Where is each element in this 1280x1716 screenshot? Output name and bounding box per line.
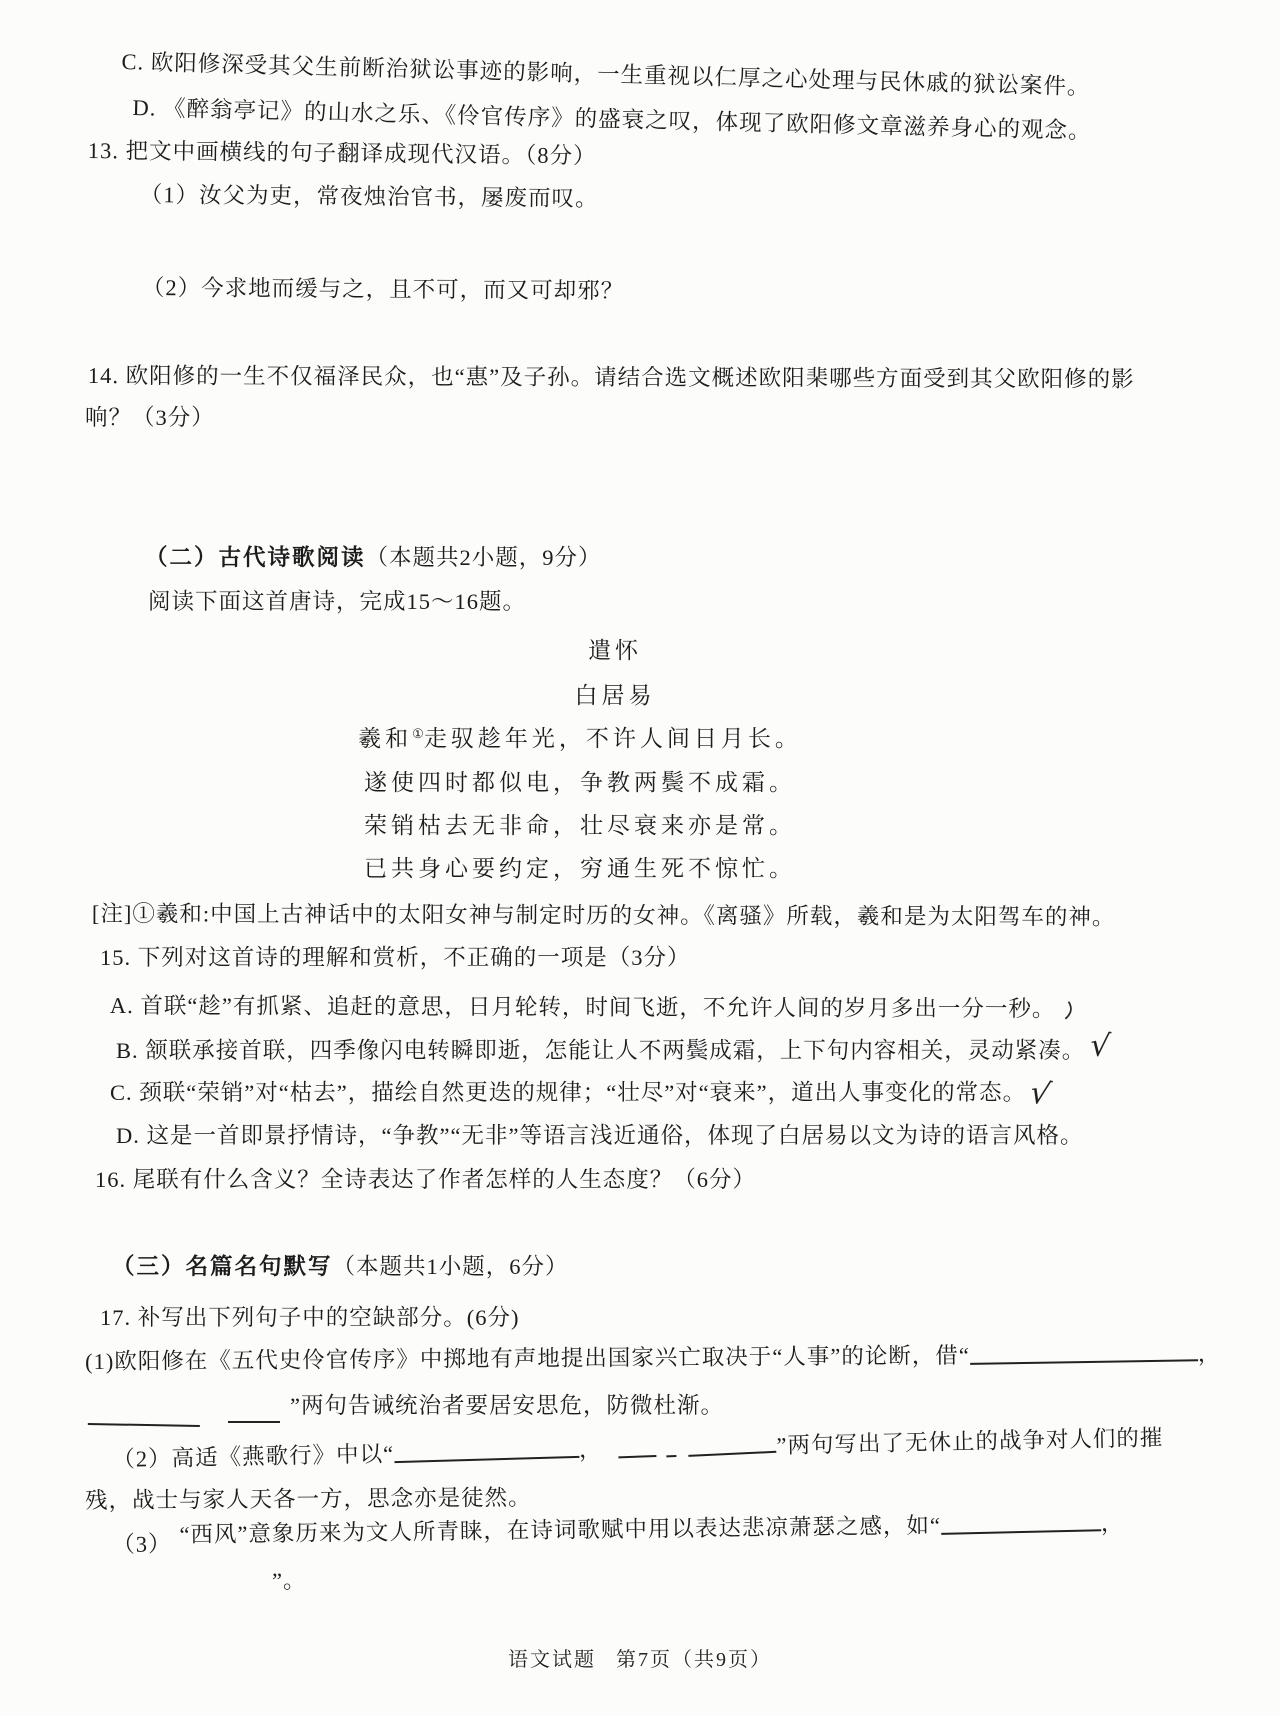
q17-part1-line-2 [88,1388,724,1420]
q16-stem-line: 16. 尾联有什么含义？全诗表达了作者怎样的人生态度？（6分） [95,1167,757,1192]
section3-title-suffix: （本题共1小题，6分） [332,1254,569,1279]
poem-note-line: [注]①羲和:中国上古神话中的太阳女神与制定时历的女神。《离骚》所载，羲和是为太阳驾车的神。 [91,901,1116,930]
q17-part1-after-text: ”两句告诫统治者要居安思危，防微杜渐。 [290,1393,724,1418]
section2-intro-line: 阅读下面这首唐诗，完成15～16题。 [148,589,527,614]
q17-part1-text: (1)欧阳修在《五代史伶官传序》中掷地有声地提出国家兴亡取决于“人事”的论断，借“ [85,1342,970,1374]
q15-option-a-text: A. 首联“趁”有抓紧、追赶的意思，日月轮转，时间飞逝，不允许人间的岁月多出一分一秒。 [109,993,1056,1022]
poem-line-2: 遂使四时都似电，争教两鬓不成霜。 [364,770,796,795]
pen-tick-icon [1063,1000,1075,1020]
q17-stem-line: 17. 补写出下列句子中的空缺部分。(6分) [100,1305,520,1330]
poem-line-1-tail: 走驭趁年光，不许人间日月长。 [423,726,802,751]
q17-part2-line-2: 残，战士与家人天各一方，思念亦是徒然。 [85,1484,532,1513]
poem-line-1 [0,720,1160,753]
prev-option-d-line: D. 《醉翁亭记》的山水之乐、《伶官传序》的盛衰之叹，体现了欧阳修文章滋养身心的观念。 [132,94,1092,144]
poem-line-3: 荣销枯去无非命，壮尽衰来亦是常。 [364,813,796,838]
q17-part3-line-2: ”。 [272,1568,307,1593]
footer-page-info: 第7页（共9页） [616,1649,772,1671]
q13-stem-line: 13. 把文中画横线的句子翻译成现代汉语。（8分） [87,137,597,169]
answer-blank [88,1407,200,1427]
poem-line-1-head: 羲和 [358,726,413,751]
page-footer [0,1643,1280,1672]
section3-heading-line [112,1249,569,1281]
q17-part2-line-1 [112,1420,1164,1474]
q13-part1-line: （1）汝父为吏，常夜烛治官书，屡废而叹。 [139,181,599,212]
answer-blank [666,1439,677,1457]
footer-doc-title: 语文试题 [508,1649,596,1671]
q14-stem-line-1: 14. 欧阳修的一生不仅福泽民众，也“惠”及子孙。请结合选文概述欧阳棐哪些方面受到其父欧阳修的影 [87,362,1135,392]
q17-part3-label: （3） [112,1531,172,1557]
answer-blank [688,1435,777,1457]
q17-part2-comma: ， [578,1436,603,1463]
q17-part2-text: （2）高适《燕歌行》中以“ [112,1441,395,1472]
q15-option-c-line [110,1072,1055,1114]
q17-part3-text: “西风”意象历来为文人所青睐，在诗词歌赋中用以表达悲凉萧瑟之感，如“ [179,1512,942,1548]
answer-blank [941,1513,1101,1535]
poem-note-ref-superscript: ① [412,726,424,741]
answer-blank [228,1405,280,1423]
section2-title-suffix: （本题共2小题，9分） [365,545,602,570]
section2-heading-line [145,540,602,572]
pen-checkmark-icon: √ [1026,1074,1055,1114]
q17-part1-line-1 [85,1336,1221,1376]
poem-line-4: 已共身心要约定，穷通生死不惊忙。 [364,856,796,881]
q14-stem-line-2: 响？（3分） [85,405,215,430]
q13-part2-line: （2）今求地而缓与之，且不可，而又可却邪？ [141,274,625,304]
q15-option-b-line [116,1027,1114,1066]
q15-stem-line: 15. 下列对这首诗的理解和赏析，不正确的一项是（3分） [100,945,691,970]
section2-title: （二）古代诗歌阅读 [145,545,366,571]
answer-blank [970,1343,1198,1365]
prev-option-c-line: C. 欧阳修深受其父生前断治狱讼事迹的影响，一生重视以仁厚之心处理与民休戚的狱讼案件。 [121,48,1091,100]
pen-checkmark-icon: √ [1088,1027,1114,1065]
answer-blank [618,1439,657,1458]
q15-option-b-text: B. 颔联承接首联，四季像闪电转瞬即逝，怎能让人不两鬓成霜，上下句内容相关，灵动紧凑。 [116,1038,1086,1063]
q15-option-d-line: D. 这是一首即景抒情诗，“争教”“无非”等语言浅近通俗，体现了白居易以文为诗的语言风格。 [116,1123,1084,1148]
poem-title: 遣怀 [588,638,642,663]
q17-part2-after-text: ”两句写出了无休止的战争对人们的摧 [776,1424,1164,1459]
q17-part1-comma: ， [1197,1341,1222,1367]
answer-blank [394,1440,579,1463]
q17-part3-comma: ， [1100,1510,1125,1536]
section3-title: （三）名篇名句默写 [112,1254,333,1280]
q15-option-a-line [110,988,1076,1023]
poem-author: 白居易 [574,683,656,708]
q15-option-c-text: C. 颈联“荣销”对“枯去”，描绘自然更迭的规律；“壮尽”对“衰来”，道出人事变化的常态。 [110,1080,1027,1105]
